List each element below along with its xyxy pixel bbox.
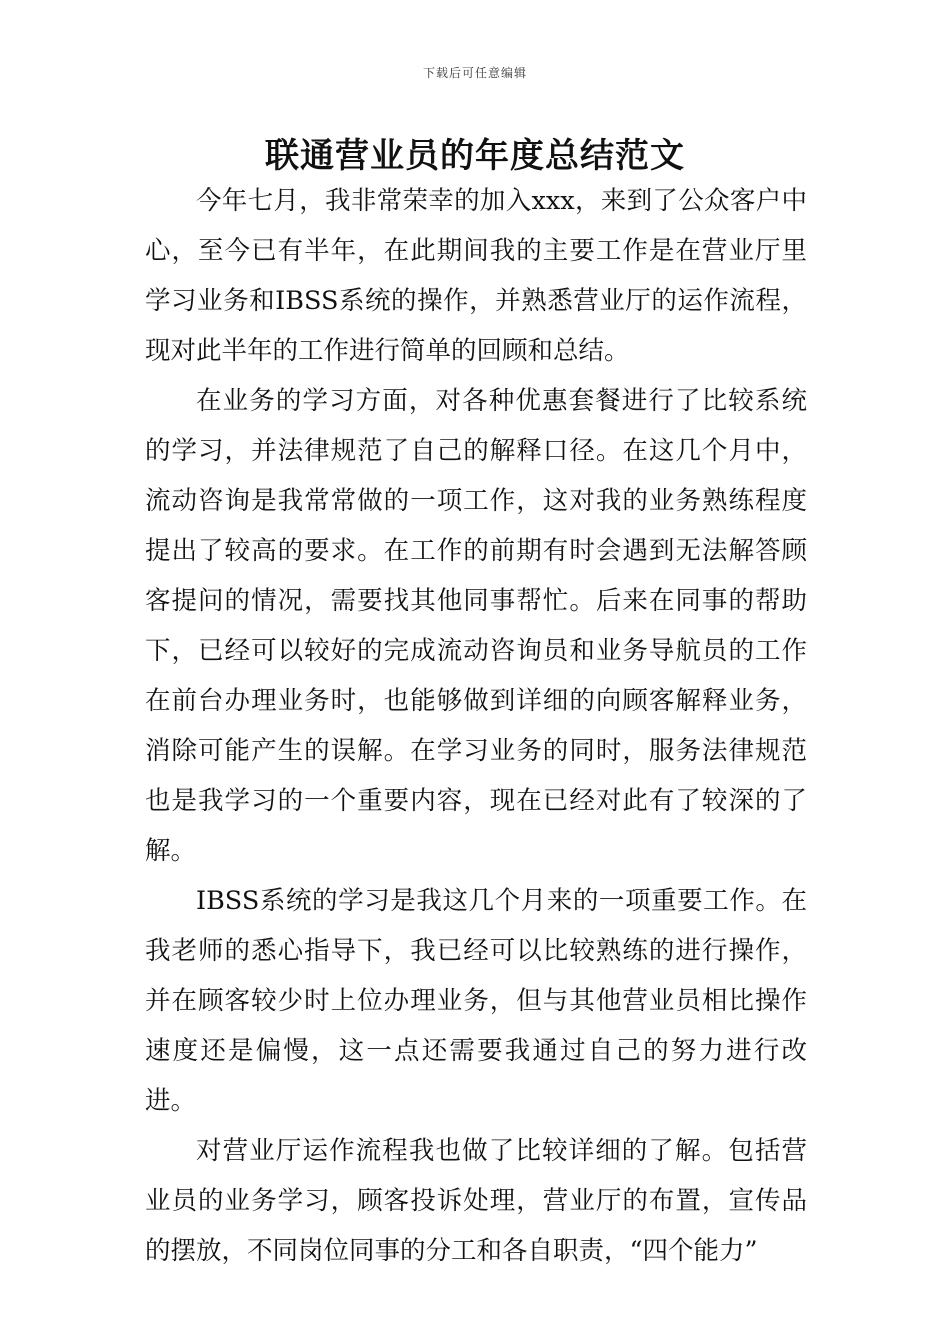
- document-title: 联通营业员的年度总结范文: [265, 136, 685, 176]
- paragraph-2: 在业务的学习方面，对各种优惠套餐进行了比较系统的学习，并法律规范了自己的解释口径。在这几个月中，流动咨询是我常常做的一项工作，这对我的业务熟练程度提出了较高的要求。在工作的前期有时会遇到无法解答顾客提问的情况，需要找其他同事帮忙。后来在同事的帮助下，已经可以较好的完成流动咨询员和业务导航员的工作在前台办理业务时，也能够做到详细的向顾客解释业务，消除可能产生的误解。在学习业务的同时，服务法律规范也是我学习的一个重要内容，现在已经对此有了较深的了解。: [145, 386, 807, 866]
- paragraph-4: 对营业厅运作流程我也做了比较详细的了解。包括营业员的业务学习，顾客投诉处理，营业厅的布置，宣传品的摆放，不同岗位同事的分工和各自职责，“四个能力”: [145, 1136, 807, 1266]
- header-note: 下载后可任意编辑: [422, 66, 527, 80]
- paragraph-3: IBSS系统的学习是我这几个月来的一项重要工作。在我老师的悉心指导下，我已经可以比较熟练的进行操作，并在顾客较少时上位办理业务，但与其他营业员相比操作速度还是偏慢，这一点还需要我通过自己的努力进行改进。: [145, 886, 807, 1116]
- paragraph-1: 今年七月，我非常荣幸的加入xxx，来到了公众客户中心，至今已有半年，在此期间我的主要工作是在营业厅里学习业务和IBSS系统的操作，并熟悉营业厅的运作流程，现对此半年的工作进行简单的回顾和总结。: [145, 186, 807, 366]
- document-body: [145, 176, 807, 1276]
